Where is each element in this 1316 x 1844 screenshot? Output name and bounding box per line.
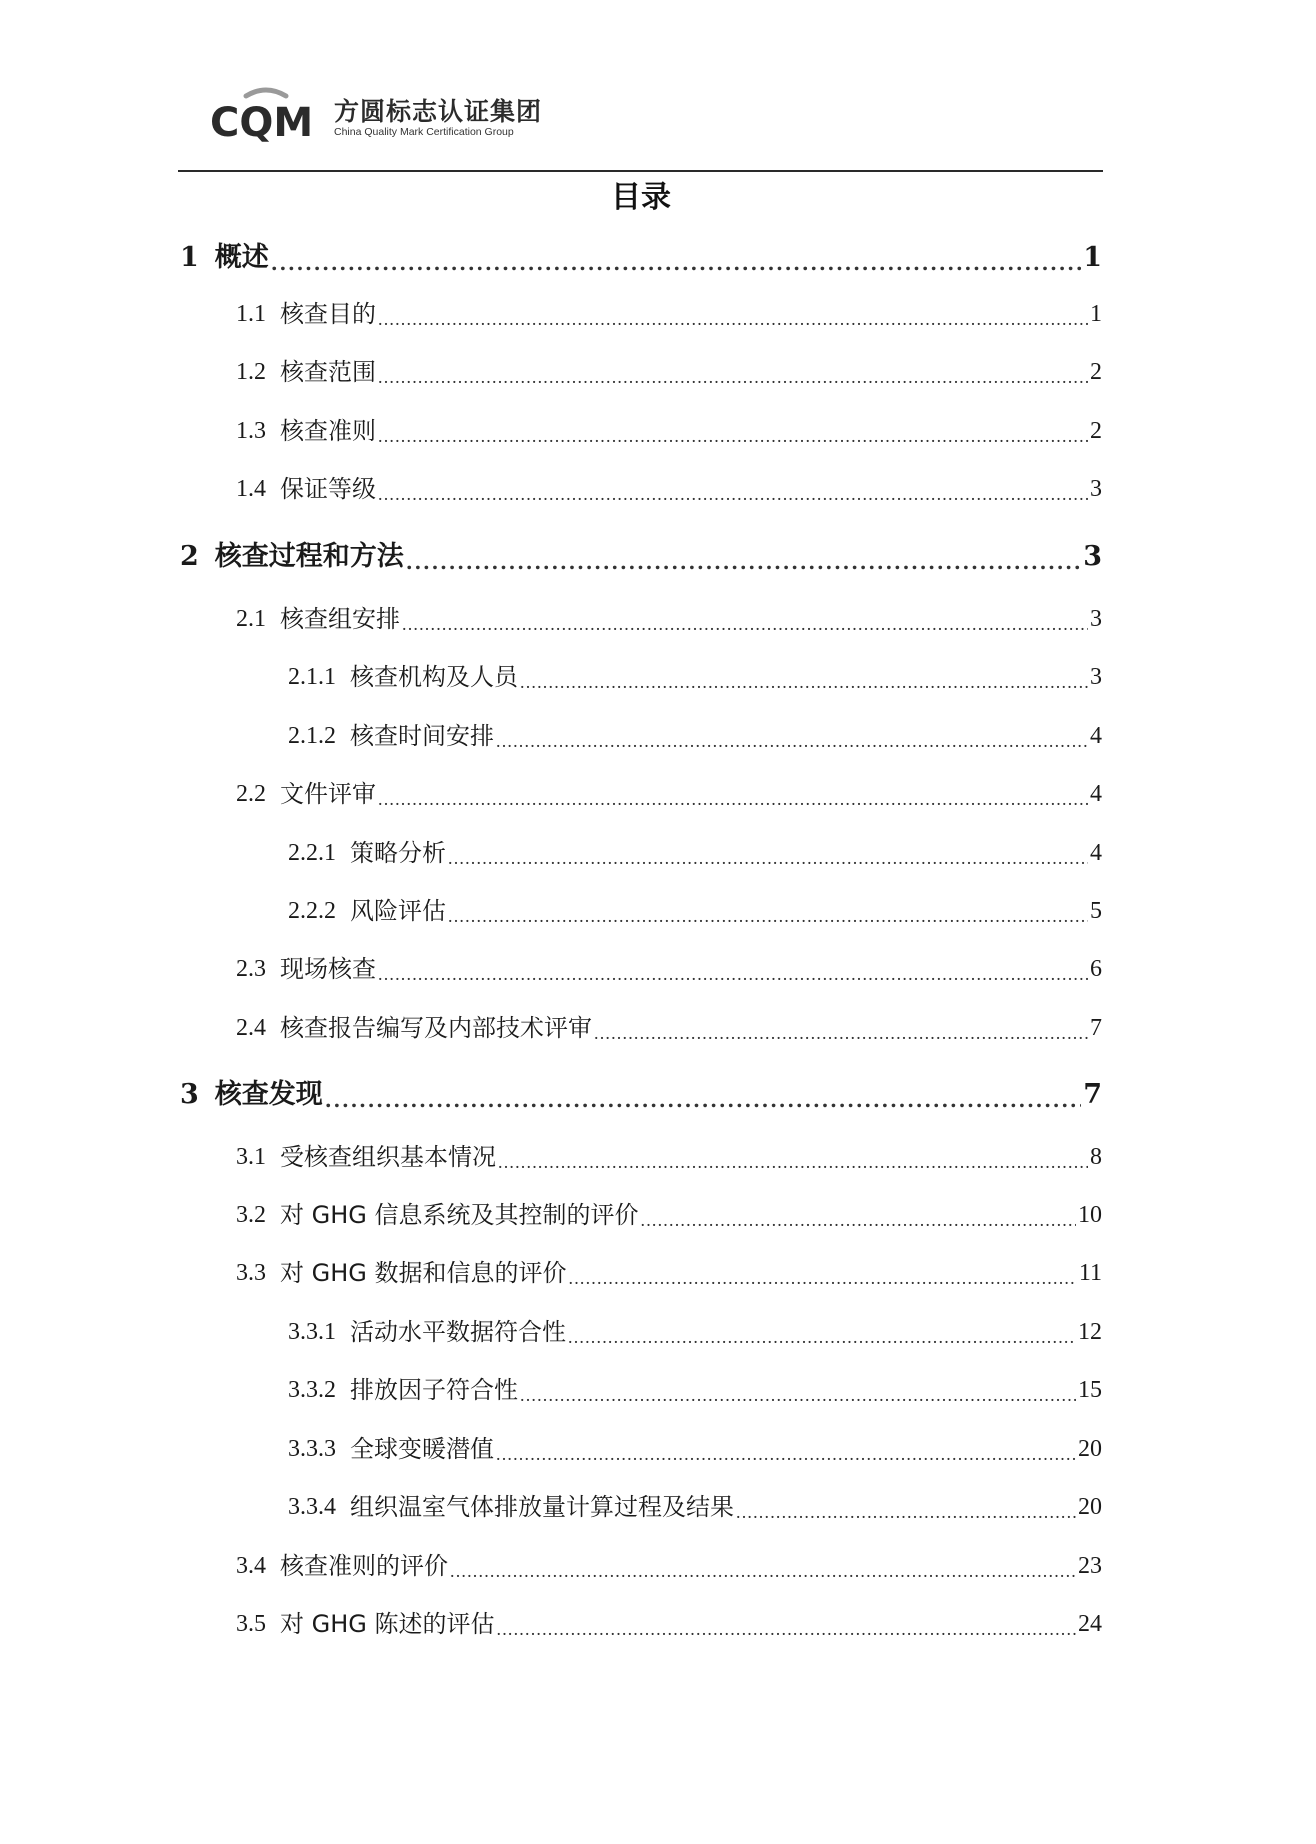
toc-entry-label: 概述 — [214, 242, 269, 273]
toc-entry-number: 1.3 — [236, 418, 266, 444]
toc-entry-3-3-2[interactable] — [288, 1372, 1102, 1408]
dot-leader — [496, 1441, 1076, 1467]
toc-entry-number: 2 — [180, 541, 199, 572]
toc-entry-label: 核查准则的评价 — [280, 1552, 448, 1580]
toc-entry-page-number: 20 — [1078, 1436, 1102, 1462]
toc-entry-1-3[interactable] — [236, 413, 1102, 449]
dot-leader — [448, 845, 1088, 871]
dot-leader — [325, 1085, 1081, 1115]
toc-entry-2-2-2[interactable] — [288, 893, 1102, 929]
dot-leader — [520, 669, 1088, 695]
toc-entry-number: 3.3.3 — [288, 1436, 336, 1462]
toc-entry-label: 核查报告编写及内部技术评审 — [280, 1014, 592, 1042]
toc-entry-label: 核查发现 — [214, 1079, 323, 1110]
dot-leader — [569, 1265, 1077, 1291]
toc-entry-number: 2.2.2 — [288, 898, 336, 924]
toc-entry-number: 3.5 — [236, 1611, 266, 1637]
toc-entry-label: 组织温室气体排放量计算过程及结果 — [350, 1493, 734, 1521]
dot-leader — [378, 423, 1088, 449]
dot-leader — [378, 961, 1088, 987]
dot-leader — [378, 364, 1088, 390]
toc-entry-label: 文件评审 — [280, 780, 376, 808]
toc-entry-page-number: 1 — [1090, 301, 1102, 327]
toc-entry-page-number: 3 — [1090, 476, 1102, 502]
dot-leader — [497, 1616, 1077, 1642]
toc-entry-number: 3 — [180, 1079, 199, 1110]
toc-entry-label: 风险评估 — [350, 897, 446, 925]
toc-entry-label: 策略分析 — [350, 839, 446, 867]
toc-entry-1-2[interactable] — [236, 354, 1102, 390]
toc-entry-1-4[interactable] — [236, 471, 1102, 507]
toc-entry-page-number: 6 — [1090, 956, 1102, 982]
toc-entry-number: 2.3 — [236, 956, 266, 982]
toc-entry-page-number: 23 — [1078, 1553, 1102, 1579]
dot-leader — [378, 306, 1088, 332]
toc-entry-label: 活动水平数据符合性 — [350, 1318, 566, 1346]
toc-entry-label: 核查时间安排 — [350, 722, 494, 750]
toc-entry-page-number: 4 — [1090, 840, 1102, 866]
toc-entry-2-1-2[interactable] — [288, 718, 1102, 754]
toc-entry-page-number: 10 — [1078, 1202, 1102, 1228]
toc-entry-label: 现场核查 — [280, 955, 376, 983]
toc-entry-page-number: 8 — [1090, 1144, 1102, 1170]
toc-entry-page-number: 3 — [1083, 541, 1102, 572]
toc-entry-2-1-1[interactable] — [288, 659, 1102, 695]
toc-entry-number: 1.1 — [236, 301, 266, 327]
dot-leader — [641, 1207, 1077, 1233]
logo-mark-text: CQM — [210, 100, 314, 142]
dot-leader — [402, 611, 1088, 637]
toc-entry-label: 核查准则 — [280, 417, 376, 445]
toc-entry-number: 1.4 — [236, 476, 266, 502]
toc-entry-page-number: 7 — [1083, 1079, 1102, 1110]
toc-entry-page-number: 2 — [1090, 418, 1102, 444]
toc-entry-label: 核查组安排 — [280, 605, 400, 633]
toc-entry-number: 3.2 — [236, 1202, 266, 1228]
dot-leader — [406, 547, 1081, 577]
toc-entry-label: 保证等级 — [280, 475, 376, 503]
dot-leader — [496, 728, 1088, 754]
toc-entry-page-number: 12 — [1078, 1319, 1102, 1345]
toc-entry-page-number: 3 — [1090, 664, 1102, 690]
toc-entry-label: 核查机构及人员 — [350, 663, 518, 691]
toc-entry-page-number: 24 — [1078, 1611, 1102, 1637]
toc-entry-number: 3.4 — [236, 1553, 266, 1579]
toc-entry-number: 1.2 — [236, 359, 266, 385]
toc-entry-2[interactable] — [180, 537, 1102, 577]
toc-entry-number: 2.1.2 — [288, 723, 336, 749]
toc-entry-3-5[interactable] — [236, 1606, 1102, 1642]
toc-entry-number: 3.3.2 — [288, 1377, 336, 1403]
toc-entry-number: 2.2 — [236, 781, 266, 807]
toc-entry-number: 2.1 — [236, 606, 266, 632]
toc-entry-2-2[interactable] — [236, 776, 1102, 812]
toc-entry-3-1[interactable] — [236, 1139, 1102, 1175]
toc-entry-number: 3.3.1 — [288, 1319, 336, 1345]
dot-leader — [498, 1149, 1088, 1175]
toc-entry-3-3-4[interactable] — [288, 1489, 1102, 1525]
toc-entry-number: 2.4 — [236, 1015, 266, 1041]
toc-entry-2-2-1[interactable] — [288, 835, 1102, 871]
toc-entry-page-number: 4 — [1090, 723, 1102, 749]
dot-leader — [594, 1020, 1088, 1046]
toc-entry-number: 1 — [180, 242, 199, 273]
toc-entry-label: 对 GHG 数据和信息的评价 — [280, 1259, 567, 1287]
toc-entry-1[interactable] — [180, 238, 1102, 278]
company-name-en: China Quality Mark Certification Group — [334, 126, 514, 138]
dot-leader — [271, 248, 1081, 278]
company-name-cn: 方圆标志认证集团 — [334, 97, 543, 126]
toc-entry-page-number: 15 — [1078, 1377, 1102, 1403]
toc-entry-label: 全球变暖潜值 — [350, 1435, 494, 1463]
toc-entry-2-4[interactable] — [236, 1010, 1102, 1046]
toc-entry-page-number: 3 — [1090, 606, 1102, 632]
toc-entry-label: 受核查组织基本情况 — [280, 1143, 496, 1171]
toc-entry-label: 排放因子符合性 — [350, 1376, 518, 1404]
dot-leader — [378, 786, 1088, 812]
toc-entry-1-1[interactable] — [236, 296, 1102, 332]
toc-entry-page-number: 4 — [1090, 781, 1102, 807]
toc-entry-page-number: 1 — [1083, 242, 1102, 273]
toc-entry-label: 核查目的 — [280, 300, 376, 328]
toc-entry-page-number: 20 — [1078, 1494, 1102, 1520]
toc-entry-page-number: 11 — [1078, 1260, 1102, 1286]
toc-entry-label: 对 GHG 信息系统及其控制的评价 — [280, 1201, 639, 1229]
toc-entry-label: 核查过程和方法 — [214, 541, 404, 572]
toc-entry-3-4[interactable] — [236, 1548, 1102, 1584]
toc-entry-number: 3.3.4 — [288, 1494, 336, 1520]
toc-entry-2-3[interactable] — [236, 951, 1102, 987]
toc-entry-3-2[interactable] — [236, 1197, 1102, 1233]
dot-leader — [378, 481, 1088, 507]
toc-entry-3-3-3[interactable] — [288, 1431, 1102, 1467]
toc-entry-label: 核查范围 — [280, 358, 376, 386]
toc-entry-number: 3.1 — [236, 1144, 266, 1170]
toc-entry-number: 2.2.1 — [288, 840, 336, 866]
toc-entry-page-number: 2 — [1090, 359, 1102, 385]
toc-entry-3-3[interactable] — [236, 1255, 1102, 1291]
toc-entry-3-3-1[interactable] — [288, 1314, 1102, 1350]
toc-entry-number: 2.1.1 — [288, 664, 336, 690]
dot-leader — [736, 1499, 1076, 1525]
dot-leader — [450, 1558, 1076, 1584]
toc-entry-number: 3.3 — [236, 1260, 266, 1286]
dot-leader — [448, 903, 1088, 929]
toc-entry-3[interactable] — [180, 1075, 1102, 1115]
toc-entry-page-number: 7 — [1090, 1015, 1102, 1041]
dot-leader — [520, 1382, 1076, 1408]
toc-entry-label: 对 GHG 陈述的评估 — [280, 1610, 495, 1638]
dot-leader — [568, 1324, 1076, 1350]
toc-title: 目录 — [611, 180, 671, 215]
toc-entry-page-number: 5 — [1090, 898, 1102, 924]
toc-entry-2-1[interactable] — [236, 601, 1102, 637]
